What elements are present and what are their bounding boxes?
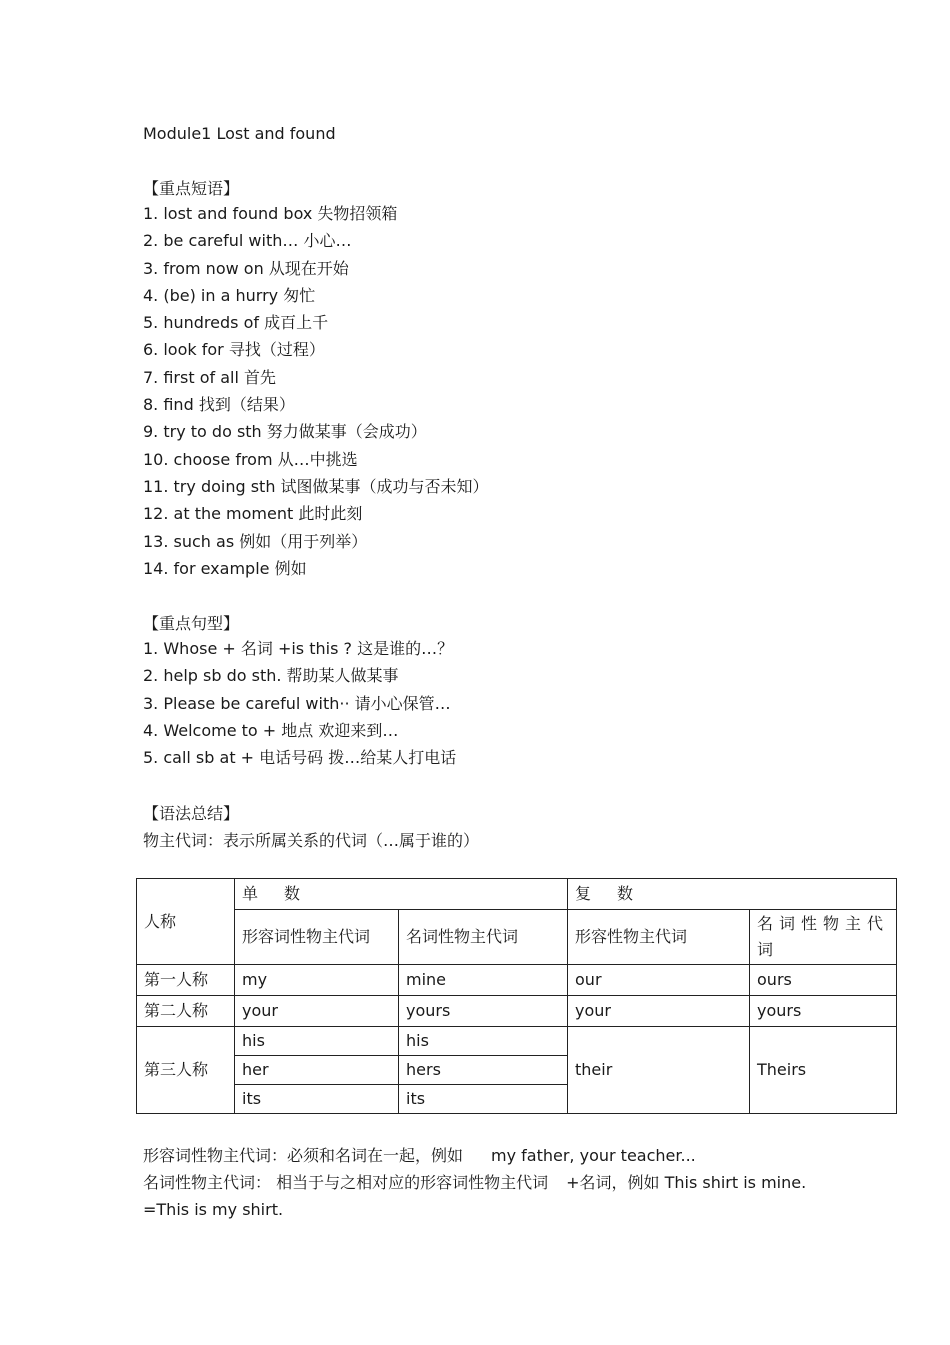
noun-note-label: 名词性物主代词： 相当于与之相对应的形容词性物主代词 [143,1173,549,1192]
grammar-heading: 【语法总结】 [143,804,240,823]
table-cell: his [235,1027,399,1056]
table-cell: hers [399,1056,568,1085]
singular-noun-header: 名词性物主代词 [399,910,568,965]
sentences-list [143,635,456,771]
table-cell: your [568,996,750,1027]
table-cell: yours [750,996,897,1027]
noun-note [143,1169,843,1223]
list-item: 4. Welcome to + 地点 欢迎来到… [143,720,399,740]
list-item: 3. Please be careful with·· 请小心保管… [143,693,451,713]
table-cell: our [568,965,750,996]
list-item: 4. (be) in a hurry 匆忙 [143,285,316,305]
table-cell: its [399,1085,568,1114]
list-item: 8. find 找到（结果） [143,395,295,415]
list-item: 3. from now on 从现在开始 [143,258,349,278]
singular-header-text: 单数 [242,884,327,903]
adjective-note-example: my father, your teacher... [491,1146,696,1165]
person-cell: 第一人称 [137,965,235,996]
list-item: 13. such as 例如（用于列举） [143,531,368,551]
plural-header [568,879,897,910]
list-item: 1. Whose + 名词 +is this ? 这是谁的…？ [143,639,454,658]
list-item: 5. hundreds of 成百上千 [143,313,329,333]
adjective-note-label: 形容词性物主代词：必须和名词在一起，例如 [143,1146,464,1165]
list-item: 14. for example 例如 [143,558,307,578]
singular-header [235,879,568,910]
list-item: 2. help sb do sth. 帮助某人做某事 [143,666,399,686]
table-cell: his [399,1027,568,1056]
list-item: 1. lost and found box 失物招领箱 [143,204,398,223]
list-item: 9. try to do sth 努力做某事（会成功） [143,422,427,442]
list-item: 11. try doing sth 试图做某事（成功与否未知） [143,476,489,496]
list-item: 6. look for 寻找（过程） [143,340,325,360]
list-item: 7. first of all 首先 [143,367,276,387]
list-item: 2. be careful with… 小心… [143,231,352,251]
person-cell: 第二人称 [137,996,235,1027]
table-cell: mine [399,965,568,996]
plural-adj-header: 形容性物主代词 [568,910,750,965]
noun-note-rule: +名词，例如 This shirt is mine. =This is my shirt. [143,1173,807,1219]
person-cell: 第三人称 [137,1027,235,1114]
grammar-notes [143,1142,843,1223]
table-cell: yours [399,996,568,1027]
list-item: 5. call sb at + 电话号码 拨…给某人打电话 [143,748,457,768]
document-title: Module1 Lost and found [143,124,336,143]
list-item: 12. at the moment 此时此刻 [143,504,363,524]
phrases-list [143,200,489,582]
table-cell: ours [750,965,897,996]
table-cell: Theirs [750,1027,897,1114]
table-cell: her [235,1056,399,1085]
pronoun-table [136,878,897,1114]
table-cell: my [235,965,399,996]
person-header: 人称 [137,879,235,965]
table-cell: your [235,996,399,1027]
list-item: 10. choose from 从…中挑选 [143,449,358,469]
table-cell: their [568,1027,750,1114]
table-cell: its [235,1085,399,1114]
plural-noun-header: 名词性物主代词 [750,910,897,965]
adjective-note [143,1142,843,1169]
plural-header-text: 复数 [575,884,660,903]
grammar-description: 物主代词：表示所属关系的代词（…属于谁的） [143,831,480,850]
phrases-heading: 【重点短语】 [143,179,240,198]
singular-adj-header: 形容词性物主代词 [235,910,399,965]
sentences-heading: 【重点句型】 [143,614,240,633]
